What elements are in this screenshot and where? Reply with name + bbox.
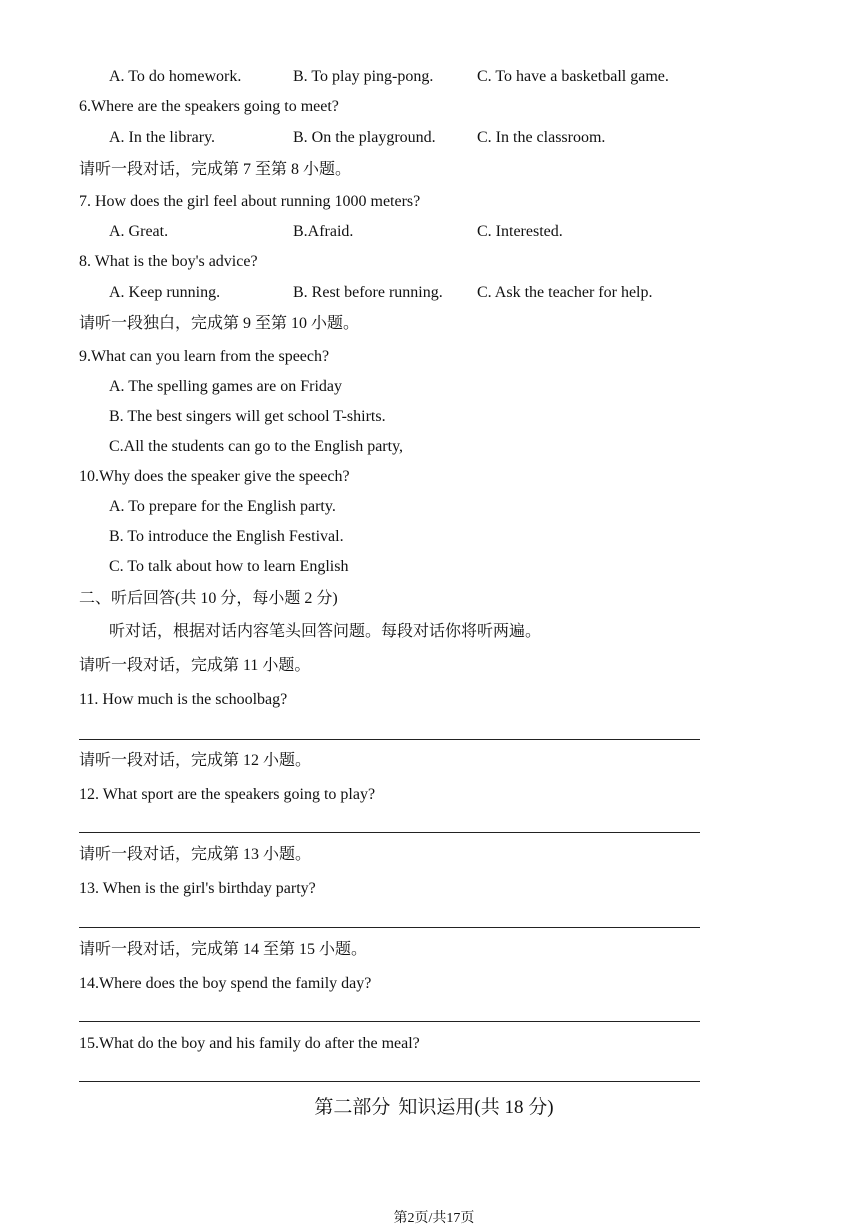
- q10-option-b: B. To introduce the English Festival.: [109, 528, 344, 545]
- q7-option-b: B.Afraid.: [293, 223, 354, 240]
- section-title: [0, 1096, 868, 1120]
- q8-option-a: A. Keep running.: [109, 284, 221, 301]
- q5-option-b: B. To play ping-pong.: [293, 68, 434, 85]
- q6-option-c: C. In the classroom.: [477, 129, 606, 146]
- q14-question: 14.Where does the boy spend the family day?: [79, 975, 372, 992]
- page-footer: 第2页/共17页: [393, 1211, 475, 1226]
- monologue-instruction-9-10: 请听一段独白，完成第 9 至第 10 小题。: [79, 315, 360, 332]
- q10-option-c: C. To talk about how to learn English: [109, 558, 349, 575]
- q10-option-a: A. To prepare for the English party.: [109, 498, 336, 515]
- dialog-instruction-14-15: 请听一段对话，完成第 14 至第 15 小题。: [79, 941, 368, 958]
- part2-heading: 二、听后回答(共 10 分，每小题 2 分): [79, 590, 338, 607]
- q7-option-c: C. Interested.: [477, 223, 563, 240]
- section-title-name: 知识运用(共 18 分): [398, 1097, 554, 1118]
- q6-option-a: A. In the library.: [109, 129, 216, 146]
- dialog-instruction-11: 请听一段对话，完成第 11 小题。: [79, 657, 311, 674]
- q15-question: 15.What do the boy and his family do after the meal?: [79, 1035, 420, 1052]
- q9-question: 9.What can you learn from the speech?: [79, 348, 330, 365]
- q11-question: 11. How much is the schoolbag?: [79, 691, 288, 708]
- q7-question: 7. How does the girl feel about running 1000 meters?: [79, 193, 421, 210]
- q9-option-b: B. The best singers will get school T-shirts.: [109, 408, 386, 425]
- q6-option-b: B. On the playground.: [293, 129, 436, 146]
- section-title-part: 第二部分: [314, 1097, 391, 1118]
- q7-option-a: A. Great.: [109, 223, 169, 240]
- part2-instruction: 听对话，根据对话内容笔头回答问题。每段对话你将听两遍。: [109, 623, 542, 640]
- q9-option-a: A. The spelling games are on Friday: [109, 378, 342, 395]
- dialog-instruction-7-8: 请听一段对话，完成第 7 至第 8 小题。: [79, 161, 352, 178]
- q8-option-b: B. Rest before running.: [293, 284, 443, 301]
- q14-answer-line[interactable]: [79, 1021, 700, 1022]
- q15-answer-line[interactable]: [79, 1081, 700, 1082]
- dialog-instruction-12: 请听一段对话，完成第 12 小题。: [79, 752, 312, 769]
- q13-question: 13. When is the girl's birthday party?: [79, 880, 316, 897]
- q13-answer-line[interactable]: [79, 927, 700, 928]
- q8-question: 8. What is the boy's advice?: [79, 253, 258, 270]
- q5-option-a: A. To do homework.: [109, 68, 242, 85]
- q12-answer-line[interactable]: [79, 832, 700, 833]
- q8-option-c: C. Ask the teacher for help.: [477, 284, 653, 301]
- q9-option-c: C.All the students can go to the English party,: [109, 438, 404, 455]
- dialog-instruction-13: 请听一段对话，完成第 13 小题。: [79, 846, 312, 863]
- q6-question: 6.Where are the speakers going to meet?: [79, 98, 339, 115]
- q11-answer-line[interactable]: [79, 739, 700, 740]
- q5-option-c: C. To have a basketball game.: [477, 68, 669, 85]
- q10-question: 10.Why does the speaker give the speech?: [79, 468, 350, 485]
- q12-question: 12. What sport are the speakers going to play?: [79, 786, 376, 803]
